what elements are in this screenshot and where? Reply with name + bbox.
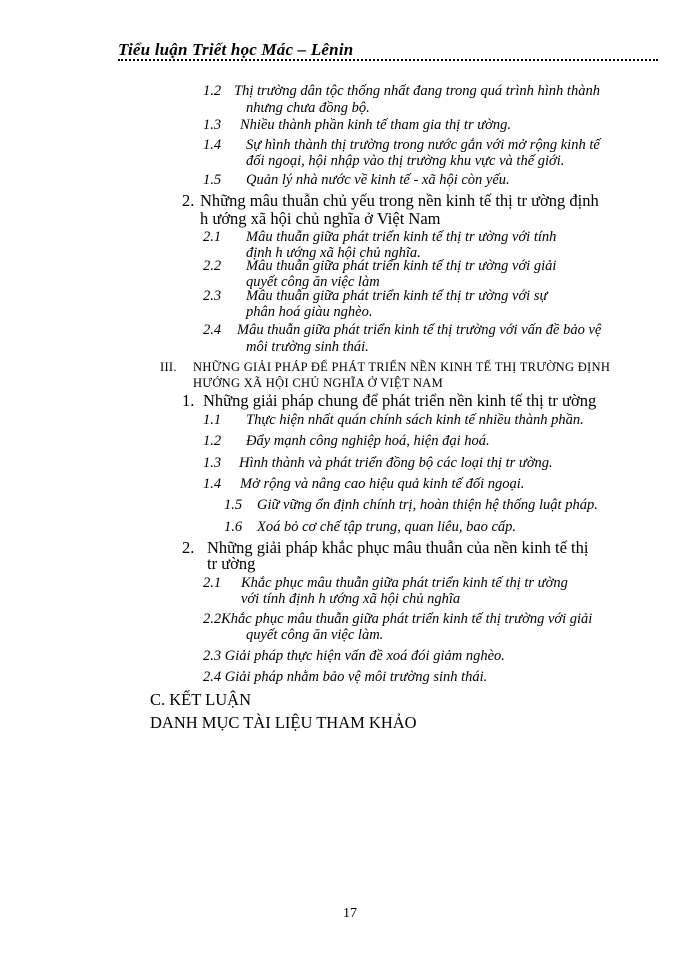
item-number: 2.1	[203, 575, 222, 591]
outline-line: C. KẾT LUẬN	[150, 690, 251, 709]
item-number: 1.	[182, 391, 195, 410]
item-number: III.	[160, 360, 177, 374]
outline-line: 2.2Khắc phục mâu thuẫn giữa phát triển kinh tế thị trường với giải	[203, 611, 593, 627]
outline-line: Những giải pháp khắc phục mâu thuẫn của nền kinh tế thị	[207, 538, 589, 557]
outline-line: Mâu thuẫn giữa phát triển kinh tế thị tr ường với sự	[246, 288, 548, 304]
outline-line: DANH MỤC TÀI LIỆU THAM KHẢO	[150, 713, 417, 732]
outline-line: với tính định h ướng xã hội chủ nghĩa	[241, 591, 461, 607]
outline-line: Mâu thuẫn giữa phát triển kinh tế thị tr ường với tính	[246, 229, 557, 245]
outline-line: đối ngoại, hội nhập vào thị trường khu vực và thế giới.	[246, 153, 565, 169]
outline-line: NHỮNG GIẢI PHÁP ĐỂ PHÁT TRIỂN NỀN KINH TẾ THỊ TRƯỜNG ĐỊNH	[193, 360, 611, 374]
item-number: 1.3	[203, 455, 222, 471]
outline-line: HƯỚNG XÃ HỘI CHỦ NGHĨA Ở VIỆT NAM	[193, 376, 444, 390]
item-number: 1.5	[224, 497, 243, 513]
outline-line: Thực hiện nhất quán chính sách kinh tế nhiều thành phần.	[246, 412, 584, 428]
item-number: 1.4	[203, 476, 222, 492]
outline-line: Đẩy mạnh công nghiệp hoá, hiện đại hoá.	[246, 433, 490, 449]
item-number: 1.3	[203, 117, 222, 133]
outline-line: Quản lý nhà nước về kinh tế - xã hội còn yếu.	[246, 172, 510, 188]
outline-line: Mâu thuẫn giữa phát triển kinh tế thị tr ường với giải	[246, 258, 557, 274]
outline-line: quyết công ăn việc làm.	[246, 627, 384, 643]
item-number: 2.3	[203, 288, 222, 304]
outline-line: Mâu thuẫn giữa phát triển kinh tế thị trường với vấn đề bảo vệ	[237, 322, 602, 338]
outline-line: Thị trường dân tộc thống nhất đang trong quá trình hình thành	[234, 83, 600, 99]
outline-line: Hình thành và phát triển đồng bộ các loại thị tr ường.	[239, 455, 553, 471]
outline-line: 2.3 Giải pháp thực hiện vấn đề xoá đói giảm nghèo.	[203, 648, 505, 664]
item-number: 2.4	[203, 322, 222, 338]
item-number: 1.2	[203, 83, 222, 99]
outline-line: tr ường	[207, 554, 256, 573]
page-number: 17	[343, 906, 357, 921]
running-header: Tiểu luận Triết học Mác – Lênin	[118, 40, 354, 59]
outline-line: môi trường sinh thái.	[246, 339, 369, 355]
outline-line: quyết công ăn việc làm	[246, 274, 380, 290]
item-number: 1.5	[203, 172, 222, 188]
outline-line: định h ướng xã hội chủ nghĩa.	[246, 245, 421, 261]
item-number: 2.	[182, 538, 195, 557]
item-number: 2.1	[203, 229, 222, 245]
outline-line: 2.4 Giải pháp nhằm bảo vệ môi trường sinh thái.	[203, 669, 488, 685]
outline-line: Sự hình thành thị trường trong nước gắn với mở rộng kinh tế	[246, 137, 600, 153]
item-number: 1.2	[203, 433, 222, 449]
outline-line: Nhiều thành phần kinh tế tham gia thị tr ường.	[240, 117, 511, 133]
outline-line: Mở rộng và nâng cao hiệu quả kinh tế đối ngoại.	[240, 476, 525, 492]
item-number: 2.	[182, 191, 195, 210]
outline-line: nhưng chưa đồng bộ.	[246, 100, 370, 116]
item-number: 2.2	[203, 258, 222, 274]
item-number: 1.4	[203, 137, 222, 153]
outline-line: Xoá bỏ cơ chế tập trung, quan liêu, bao cấp.	[257, 519, 517, 535]
header-dotted-rule	[118, 59, 658, 61]
item-number: 1.1	[203, 412, 222, 428]
outline-line: Khắc phục mâu thuẫn giữa phát triển kinh tế thị tr ường	[241, 575, 568, 591]
outline-line: Giữ vững ổn định chính trị, hoàn thiện hệ thống luật pháp.	[257, 497, 598, 513]
outline-line: Những giải pháp chung để phát triển nền kinh tế thị tr ường	[203, 391, 597, 410]
outline-line: Những mâu thuẫn chủ yếu trong nền kinh tế thị tr ường định	[200, 191, 599, 210]
outline-line: phân hoá giàu nghèo.	[246, 304, 373, 320]
item-number: 1.6	[224, 519, 243, 535]
outline-line: h ướng xã hội chủ nghĩa ở Việt Nam	[200, 209, 441, 228]
